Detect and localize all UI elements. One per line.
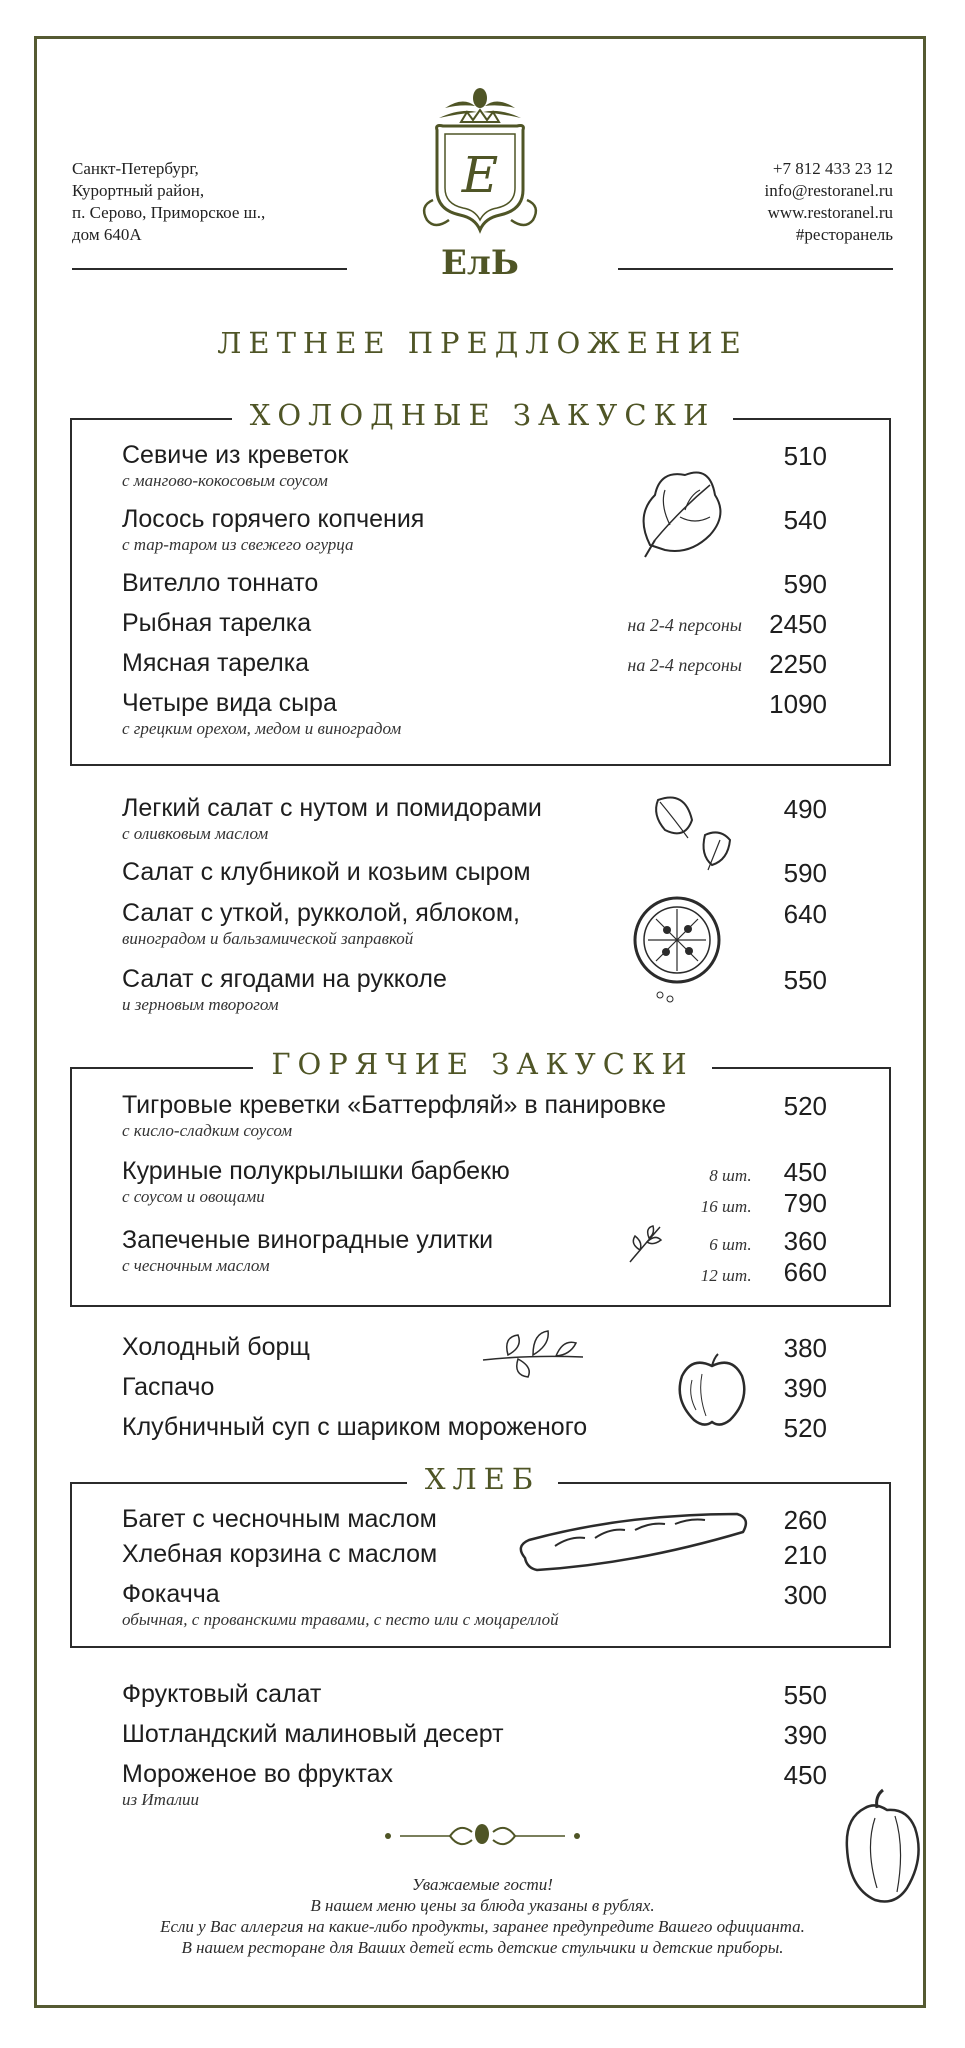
price: 1090 [769,689,827,719]
list-item: Тигровые креветки «Баттерфляй» в панировке с кисло-сладким соусом 520 [122,1091,827,1140]
list-item: Легкий салат с нутом и помидорами с оливковым маслом 490 [122,794,827,843]
price: 380 [783,1333,827,1363]
price: 590 [783,858,827,888]
list-item: Салат с ягодами на рукколе и зерновым творогом 550 [122,965,827,1014]
list-item: Севиче из креветок с мангово-кокосовым соусом 510 [122,441,827,490]
list-item: Мясная тарелка на 2-4 персоны 2250 [122,649,827,679]
leaf-icon [650,790,740,880]
price: 390 [783,1373,827,1403]
list-item: Багет с чесночным маслом 260 [122,1505,827,1535]
apple-icon [672,1350,752,1430]
footer-note [0,1874,965,1958]
header-rule-right [618,268,893,270]
price: 210 [783,1540,827,1570]
list-item: Холодный борщ 380 [122,1333,827,1363]
footer-line: Если у Вас аллергия на какие-либо продукты, заранее предупредите Вашего официанта. [160,1917,805,1936]
address-line: Санкт-Петербург, [72,159,199,178]
price: 590 [783,569,827,599]
list-item: Запеченые виноградные улитки с чесночным маслом 6 шт. 360 12 шт. 660 [122,1226,827,1287]
phone[interactable]: +7 812 433 23 12 [772,159,893,178]
logo-crest-icon [405,80,555,290]
baguette-icon [515,1508,753,1578]
list-item: Салат с уткой, рукколой, яблоком, виноградом и бальзамической заправкой 640 [122,899,827,948]
price: 640 [783,899,827,929]
footer-line: В нашем меню цены за блюда указаны в рублях. [310,1896,655,1915]
portion-note: на 2-4 персоны [627,615,742,635]
price: 660 [783,1257,827,1287]
hashtag: #ресторанель [795,225,893,244]
price: 360 [783,1226,827,1256]
price: 2250 [769,649,827,679]
list-item: Куриные полукрылышки барбекю с соусом и овощами 8 шт. 450 16 шт. 790 [122,1157,827,1218]
herb-sprig-icon [625,1222,665,1267]
website[interactable]: www.restoranel.ru [767,203,893,222]
price: 260 [783,1505,827,1535]
price: 510 [783,441,827,471]
contacts-block [765,158,893,246]
price: 540 [783,505,827,535]
list-item: Салат с клубникой и козьим сыром 590 [122,858,827,888]
list-item: Гаспачо 390 [122,1373,827,1403]
price: 450 [783,1760,827,1790]
list-item: Четыре вида сыра с грецким орехом, медом и виноградом 1090 [122,689,827,738]
ornament-divider-icon [380,1816,585,1856]
tomato-slice-icon [630,895,730,1005]
address-line: Курортный район, [72,181,205,200]
header-rule-left [72,268,347,270]
email[interactable]: info@restoranel.ru [764,181,893,200]
list-item: Шотландский малиновый десерт 390 [122,1720,827,1750]
list-item: Фокачча обычная, с прованскими травами, с песто или с моцареллой 300 [122,1580,827,1629]
footer-line: В нашем ресторане для Ваших детей есть детские стульчики и детские приборы. [181,1938,784,1957]
parsley-icon [478,1325,588,1385]
footer-line: Уважаемые гости! [412,1875,553,1894]
list-item: Фруктовый салат 550 [122,1680,827,1710]
price: 550 [783,1680,827,1710]
list-item: Мороженое во фруктах из Италии 450 [122,1760,827,1809]
svg-text:Е: Е [461,146,499,204]
price: 520 [783,1091,827,1121]
lettuce-icon [630,455,730,565]
list-item: Хлебная корзина с маслом 210 [122,1540,827,1570]
list-item: Рыбная тарелка на 2-4 персоны 2450 [122,609,827,639]
price: 390 [783,1720,827,1750]
svg-text:ЕлЬ: ЕлЬ [441,243,519,283]
list-item: Вителло тоннато 590 [122,569,827,599]
price: 550 [783,965,827,995]
cold-section-title: ХОЛОДНЫЕ ЗАКУСКИ [0,398,965,432]
price: 520 [783,1413,827,1443]
menu-title: ЛЕТНЕЕ ПРЕДЛОЖЕНИЕ [217,326,748,360]
price: 450 [783,1157,827,1187]
list-item: Клубничный суп с шариком мороженого 520 [122,1413,827,1443]
hot-section-title: ГОРЯЧИЕ ЗАКУСКИ [0,1047,965,1081]
restaurant-logo [405,80,555,290]
bread-section-title: ХЛЕБ [0,1462,965,1496]
list-item: Лосось горячего копчения с тар-таром из свежего огурца 540 [122,505,827,554]
price: 2450 [769,609,827,639]
portion-note: на 2-4 персоны [627,655,742,675]
address-line: п. Серово, Приморское ш., [72,203,266,222]
address-line: дом 640А [72,225,142,244]
price: 490 [783,794,827,824]
price: 790 [783,1188,827,1218]
address-block [72,158,265,246]
price: 300 [783,1580,827,1610]
